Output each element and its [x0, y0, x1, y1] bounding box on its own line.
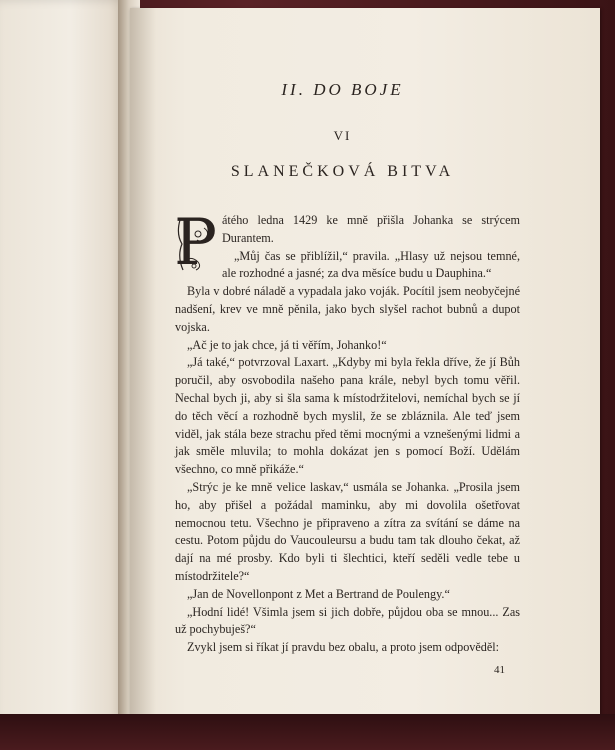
chapter-body [174, 206, 520, 657]
page-curve-shadow [130, 8, 156, 714]
part-title: II. DO BOJE [281, 80, 404, 99]
chapter-number: VI [333, 128, 352, 143]
drop-cap-letter: P [174, 206, 218, 280]
paragraph: Byla v dobré náladě a vypadala jako voják. Pocítil jsem neobyčejné nadšení, krev ve mně pěnila, jako bych slyšel rachot bubnů a dupot vojska. [175, 284, 520, 334]
paragraph: „Strýc je ke mně velice laskav,“ usmála se Johanka. „Prosila jsem ho, aby přišel a požádal maminku, aby mi dovolila ošetřovat nemocnou tetu. Všechno je připraveno a zítra za svítání se dáme na cestu. Potom půjdu do Vaucouleursu a budu tam tak dlouho čekat, až dají na mé prosby. Kdo byli ti šlechtici, kteří seděli vedle tebe u místodržitele?“ [175, 479, 520, 583]
previous-page-edge [0, 0, 128, 722]
paragraph: „Jan de Novellonpont z Met a Bertrand de Poulengy.“ [187, 586, 450, 601]
paragraph: „Já také,“ potvrzoval Laxart. „Kdyby mi byla řekla dříve, že jí Bůh poručil, aby osvobodila našeho pana krále, nebyl bych tomu věřil. Nechal bych ji, aby si šla sama k místodržitelovi, nemíchal bych se jí do těch věcí a rozhodně bych myslil, že se zbláznila. Ale teď jsem viděl, jak stála beze strachu před těmi mocnými a vznešenými lidmi a jak směle mluvila; to mohla dokázat jen s pomocí Boží. Udělám všechno, co mně přikáže.“ [175, 355, 520, 477]
paragraph: Zvykl jsem si říkat jí pravdu bez obalu, a proto jsem odpověděl: [187, 640, 500, 655]
drop-cap-initial [174, 206, 218, 280]
paragraph: „Můj čas se přiblížil,“ pravila. „Hlasy už nejsou temné, ale rozhodné a jasné; za dva měsíce budu u Dauphina.“ [222, 248, 520, 281]
chapter-title: SLANEČKOVÁ BITVA [230, 163, 455, 180]
paragraph-text: átého ledna 1429 ke mně přišla Johanka se strýcem Durantem. [222, 213, 520, 245]
paragraph: „Hodní lidé! Všimla jsem si jich dobře, půjdou oba se mnou... Zas už pochybuješ?“ [175, 604, 520, 637]
bottom-binding-edge [0, 714, 615, 750]
paragraph: „Ač je to jak chce, já ti věřím, Johanko!“ [187, 337, 387, 352]
page-number: 41 [494, 664, 505, 676]
